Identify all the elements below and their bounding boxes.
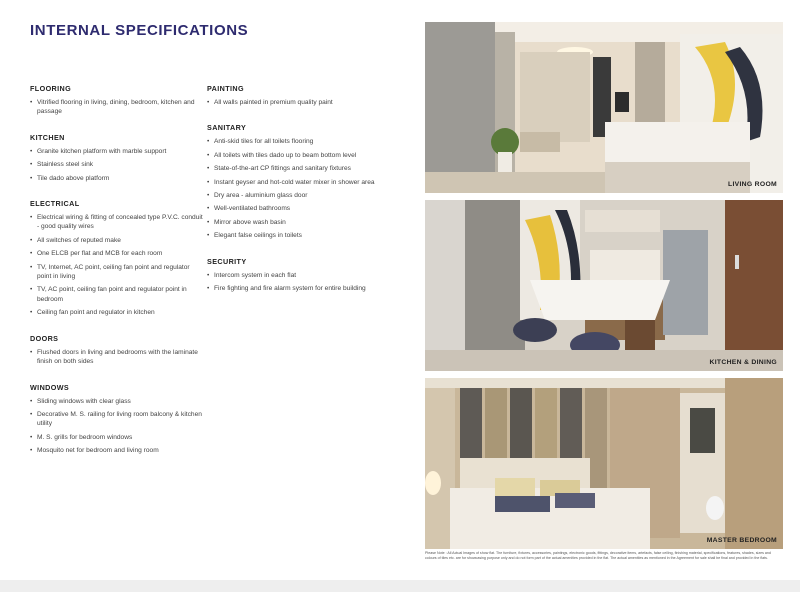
- kitchen-dining-caption: KITCHEN & DINING: [709, 359, 777, 366]
- spec-section-heading: ELECTRICAL: [30, 199, 80, 209]
- spec-item: • Dry area - aluminium glass door: [207, 191, 382, 200]
- spec-item: • Well-ventilated bathrooms: [207, 204, 382, 213]
- spec-list: [30, 147, 205, 183]
- spec-list: [207, 137, 382, 240]
- spec-section-doors: [30, 334, 205, 367]
- spec-item: • All switches of reputed make: [30, 236, 205, 245]
- spec-section-sanitary: [207, 123, 382, 240]
- kitchen-dining-photo: [425, 200, 783, 371]
- spec-item: • Instant geyser and hot-cold water mixer in shower area: [207, 178, 382, 187]
- living-room-image: [425, 22, 783, 193]
- living-room-caption: LIVING ROOM: [728, 181, 777, 188]
- spec-item: • Flushed doors in living and bedrooms with the laminate finish on both sides: [30, 348, 205, 367]
- spec-list: [30, 348, 205, 367]
- spec-list: [207, 271, 382, 294]
- living-room-photo: [425, 22, 783, 193]
- spec-section-heading: SANITARY: [207, 123, 247, 133]
- master-bedroom-image: [425, 378, 783, 549]
- footer-strip: [0, 580, 800, 592]
- page-title: INTERNAL SPECIFICATIONS: [30, 22, 249, 39]
- spec-item: • Granite kitchen platform with marble support: [30, 147, 205, 156]
- spec-section-heading: PAINTING: [207, 84, 245, 93]
- spec-section-windows: [30, 383, 205, 456]
- spec-section-electrical: [30, 199, 205, 318]
- master-bedroom-photo: [425, 378, 783, 549]
- spec-list: [30, 213, 205, 318]
- specs-right-column: [207, 84, 382, 305]
- master-bedroom-caption: MASTER BEDROOM: [706, 537, 777, 544]
- spec-section-heading: DOORS: [30, 333, 59, 343]
- spec-item: • M. S. grills for bedroom windows: [30, 433, 205, 442]
- spec-item: • Tile dado above platform: [30, 174, 205, 183]
- spec-item: • Fire fighting and fire alarm system for entire building: [207, 284, 382, 293]
- spec-section-flooring: [30, 84, 205, 117]
- spec-item: • Stainless steel sink: [30, 160, 205, 169]
- spec-item: • TV, AC point, ceiling fan point and regulator point in bedroom: [30, 285, 205, 304]
- spec-item: • All toilets with tiles dado up to beam bottom level: [207, 151, 382, 160]
- spec-section-painting: [207, 84, 382, 107]
- spec-item: • Sliding windows with clear glass: [30, 397, 205, 406]
- spec-item: • Mirror above wash basin: [207, 218, 382, 227]
- spec-section-heading: WINDOWS: [30, 382, 70, 392]
- spec-list: [30, 397, 205, 456]
- spec-item: • Decorative M. S. railing for living room balcony & kitchen utility: [30, 410, 205, 429]
- spec-section-heading: FLOORING: [30, 84, 72, 93]
- spec-item: • Mosquito net for bedroom and living room: [30, 446, 205, 455]
- spec-item: • Vitrified flooring in living, dining, bedroom, kitchen and passage: [30, 98, 205, 117]
- spec-section-heading: KITCHEN: [30, 132, 65, 142]
- spec-item: • Anti-skid tiles for all toilets flooring: [207, 137, 382, 146]
- spec-item: • Intercom system in each flat: [207, 271, 382, 280]
- spec-list: [30, 98, 205, 117]
- spec-section-security: [207, 257, 382, 294]
- spec-item: • All walls painted in premium quality paint: [207, 98, 382, 107]
- spec-section-heading: SECURITY: [207, 256, 247, 266]
- spec-item: • State-of-the-art CP fittings and sanitary fixtures: [207, 164, 382, 173]
- spec-item: • One ELCB per flat and MCB for each room: [30, 249, 205, 258]
- spec-list: [207, 98, 382, 107]
- spec-item: • Electrical wiring & fitting of concealed type P.V.C. conduit - good quality wires: [30, 213, 205, 232]
- spec-item: • Elegant false ceilings in toilets: [207, 231, 382, 240]
- specs-left-column: [30, 84, 205, 468]
- spec-item: • Ceiling fan point and regulator in kitchen: [30, 308, 205, 317]
- disclaimer-note: Please Note : All Actual Images of show flat. The furniture, fixtures, accessories, paintings, electronic goods, fittings, decorative items, artefacts, false ceiling, finishing material, specifications, features, shades, sizes and colours of tiles etc. are for showcasing purpose only and do not form part of the actual amenities provided in the flat. The actual amenities as mentioned in the Agreement for sale shall be final and provided in the flats.: [425, 551, 771, 560]
- spec-item: • TV, Internet, AC point, ceiling fan point and regulator point in living: [30, 263, 205, 282]
- spec-section-kitchen: [30, 133, 205, 183]
- kitchen-dining-image: [425, 200, 783, 371]
